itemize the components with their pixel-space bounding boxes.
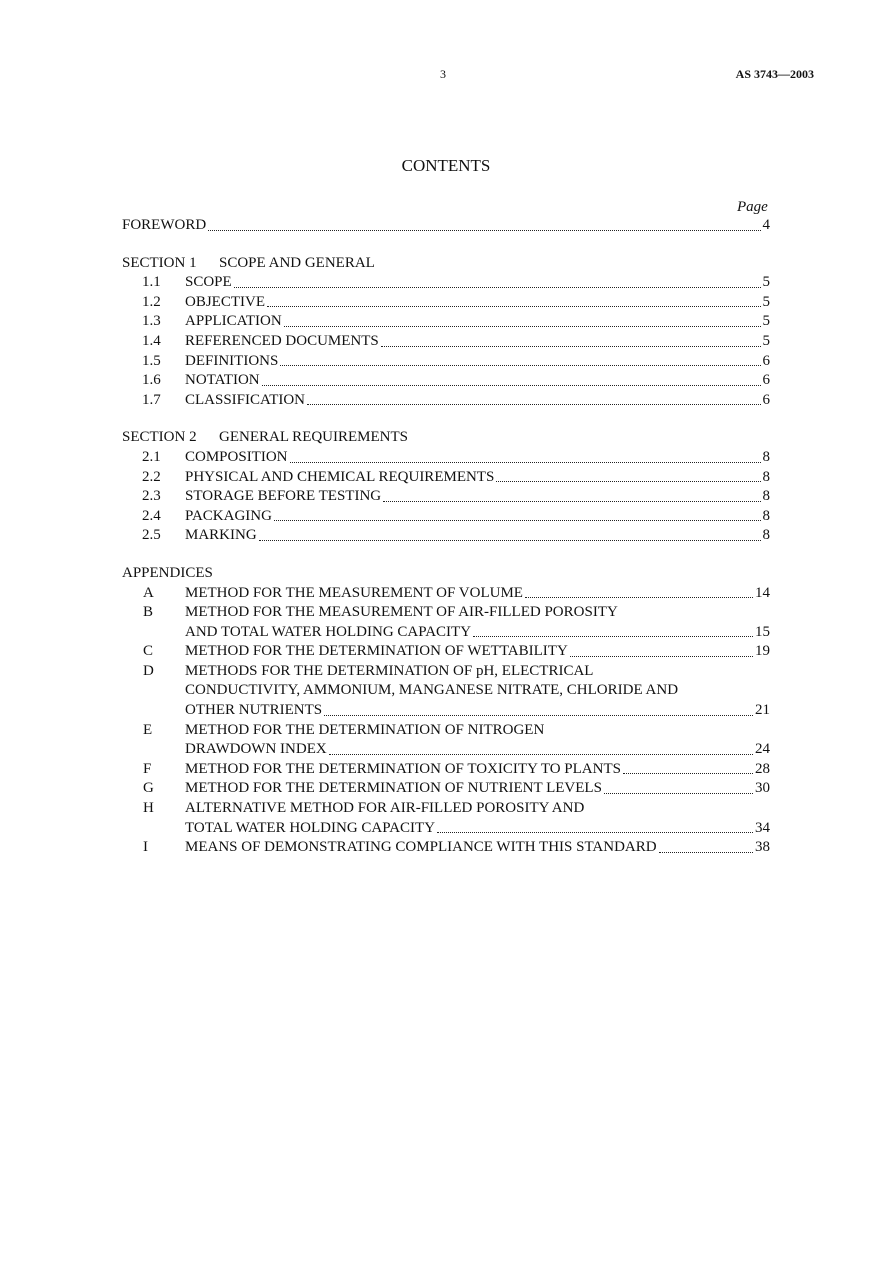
dot-leader xyxy=(473,636,753,637)
dot-leader xyxy=(570,656,753,657)
toc-entry-title: METHOD FOR THE MEASUREMENT OF VOLUME xyxy=(185,584,523,601)
toc-entry-number: 1.6 xyxy=(142,372,161,389)
toc-entry-title: STORAGE BEFORE TESTING xyxy=(185,488,382,505)
toc-entry-title: METHODS FOR THE DETERMINATION OF pH, ELECTRICAL xyxy=(185,662,594,679)
section-1-heading[interactable] xyxy=(122,254,770,274)
toc-entry-page: 8 xyxy=(762,507,770,524)
toc-entry-title: SCOPE xyxy=(185,274,232,291)
toc-entry-title: ALTERNATIVE METHOD FOR AIR-FILLED POROSITY AND xyxy=(185,800,585,817)
toc-entry[interactable] xyxy=(122,371,770,391)
dot-leader xyxy=(280,365,760,366)
toc-entry[interactable] xyxy=(122,332,770,352)
toc-entry-number: 1.7 xyxy=(142,391,161,408)
dot-leader xyxy=(329,754,753,755)
dot-leader xyxy=(307,404,760,405)
toc-entry-title: CONDUCTIVITY, AMMONIUM, MANGANESE NITRATE, CHLORIDE AND xyxy=(185,682,679,699)
toc-entry[interactable] xyxy=(122,838,770,858)
dot-leader xyxy=(262,385,761,386)
toc-entry-page: 30 xyxy=(755,780,770,797)
toc-entry-number: 1.5 xyxy=(142,352,161,369)
toc-entry-page: 15 xyxy=(755,623,770,640)
toc-entry-title: APPLICATION xyxy=(185,313,282,330)
toc-entry-title: METHOD FOR THE DETERMINATION OF WETTABILITY xyxy=(185,643,568,660)
section-2-entries xyxy=(122,448,770,546)
toc-entry[interactable] xyxy=(122,468,770,488)
toc-entry-title: AND TOTAL WATER HOLDING CAPACITY xyxy=(185,623,472,640)
toc-entry-title: METHOD FOR THE MEASUREMENT OF AIR-FILLED POROSITY xyxy=(185,604,618,621)
toc-entry-title: TOTAL WATER HOLDING CAPACITY xyxy=(185,819,436,836)
dot-leader xyxy=(623,773,753,774)
toc-entry[interactable] xyxy=(122,312,770,332)
toc-entry-title: OBJECTIVE xyxy=(185,293,265,310)
toc-entry-number: 1.2 xyxy=(142,293,161,310)
toc-entry-number: 2.4 xyxy=(142,507,161,524)
toc-entry-title: DEFINITIONS xyxy=(185,352,279,369)
toc-entry[interactable] xyxy=(122,507,770,527)
toc-entry-foreword[interactable] xyxy=(122,216,770,236)
toc-entry[interactable] xyxy=(122,642,770,662)
toc-entry-title: FOREWORD xyxy=(122,217,207,233)
toc-entry-page: 8 xyxy=(762,448,770,465)
toc-entry-number: 1.4 xyxy=(142,332,161,349)
toc-entry-page: 14 xyxy=(755,584,770,601)
toc-entry-title: COMPOSITION xyxy=(185,448,288,465)
toc-entry-title: OTHER NUTRIENTS xyxy=(185,702,323,719)
toc-entry-title: METHOD FOR THE DETERMINATION OF NITROGEN xyxy=(185,721,545,738)
toc-entry[interactable] xyxy=(122,701,770,721)
toc-entry[interactable] xyxy=(122,448,770,468)
dot-leader xyxy=(604,793,753,794)
document-id: AS 3743—2003 xyxy=(735,67,814,81)
toc-entry-page: 6 xyxy=(762,352,770,369)
toc-entry[interactable] xyxy=(122,799,770,819)
toc-entry[interactable] xyxy=(122,526,770,546)
toc-entry-title: MEANS OF DEMONSTRATING COMPLIANCE WITH THIS STANDARD xyxy=(185,839,657,856)
toc-entry[interactable] xyxy=(122,603,770,623)
dot-leader xyxy=(381,346,761,347)
toc-entry-number: E xyxy=(143,721,153,738)
dot-leader xyxy=(525,597,753,598)
toc-entry[interactable] xyxy=(122,760,770,780)
dot-leader xyxy=(437,832,753,833)
toc-entry-number: I xyxy=(143,839,148,856)
toc-entry-page: 24 xyxy=(755,741,770,758)
toc-entry-title: PHYSICAL AND CHEMICAL REQUIREMENTS xyxy=(185,468,495,485)
section-1-entries xyxy=(122,273,770,410)
toc-entry-number: C xyxy=(143,643,154,660)
toc-entry-page: 19 xyxy=(755,643,770,660)
toc-entry[interactable] xyxy=(122,740,770,760)
appendices-heading: APPENDICES xyxy=(122,564,213,581)
dot-leader xyxy=(383,501,760,502)
toc-entry-page: 8 xyxy=(762,527,770,544)
toc-entry-page: 5 xyxy=(762,332,770,349)
section-2-heading[interactable] xyxy=(122,428,770,448)
toc-entry-page: 6 xyxy=(762,391,770,408)
dot-leader xyxy=(259,540,761,541)
toc-entry[interactable] xyxy=(122,391,770,411)
dot-leader xyxy=(267,306,761,307)
toc-entry-title: REFERENCED DOCUMENTS xyxy=(185,332,379,349)
toc-entry[interactable] xyxy=(122,487,770,507)
toc-entry[interactable] xyxy=(122,623,770,643)
section-number: SECTION 1 xyxy=(122,254,197,271)
toc-entry-number: D xyxy=(143,662,154,679)
page-column-label: Page xyxy=(737,199,768,215)
toc-entry-number: 2.2 xyxy=(142,468,161,485)
dot-leader xyxy=(208,230,760,231)
toc-entry[interactable] xyxy=(122,293,770,313)
dot-leader xyxy=(274,520,761,521)
toc-entry-title: NOTATION xyxy=(185,372,260,389)
dot-leader xyxy=(324,715,753,716)
toc-entry-number: B xyxy=(143,604,154,621)
toc-entry-number: 1.1 xyxy=(142,274,161,291)
toc-entry[interactable] xyxy=(122,584,770,604)
toc-entry-page: 4 xyxy=(762,217,770,233)
toc-entry-number: 2.1 xyxy=(142,448,161,465)
section-title: GENERAL REQUIREMENTS xyxy=(219,429,409,446)
toc-entry-number: A xyxy=(143,584,154,601)
toc-entry-number: G xyxy=(143,780,154,797)
toc-entry[interactable] xyxy=(122,819,770,839)
toc-entry-title: DRAWDOWN INDEX xyxy=(185,741,327,758)
toc-entry-title: METHOD FOR THE DETERMINATION OF NUTRIENT LEVELS xyxy=(185,780,602,797)
section-title: SCOPE AND GENERAL xyxy=(219,254,375,271)
toc-entry-page: 8 xyxy=(762,468,770,485)
dot-leader xyxy=(234,287,761,288)
dot-leader xyxy=(659,852,753,853)
toc-entry[interactable] xyxy=(122,662,770,682)
toc-entry-number: 2.5 xyxy=(142,527,161,544)
toc-entry-number: F xyxy=(143,760,152,777)
toc-entry-page: 6 xyxy=(762,372,770,389)
toc-entry-title: CLASSIFICATION xyxy=(185,391,306,408)
toc-entry-page: 5 xyxy=(762,274,770,291)
toc-entry[interactable] xyxy=(122,352,770,372)
toc-entry[interactable] xyxy=(122,779,770,799)
toc-entry-title: MARKING xyxy=(185,527,257,544)
toc-entry-page: 38 xyxy=(755,839,770,856)
dot-leader xyxy=(284,326,761,327)
toc-entry-page: 28 xyxy=(755,760,770,777)
toc-entry-page: 21 xyxy=(755,702,770,719)
page-number: 3 xyxy=(440,67,446,81)
toc-entry[interactable] xyxy=(122,721,770,741)
toc-entry-title: PACKAGING xyxy=(185,507,272,524)
appendix-entries xyxy=(122,584,770,858)
toc-entry-number: 2.3 xyxy=(142,488,161,505)
table-of-contents xyxy=(122,216,770,858)
toc-entry-page: 34 xyxy=(755,819,770,836)
contents-title: CONTENTS xyxy=(401,156,491,175)
dot-leader xyxy=(290,462,761,463)
toc-entry-page: 8 xyxy=(762,488,770,505)
toc-entry[interactable] xyxy=(122,273,770,293)
toc-entry[interactable] xyxy=(122,681,770,701)
toc-entry-title: METHOD FOR THE DETERMINATION OF TOXICITY TO PLANTS xyxy=(185,760,621,777)
toc-entry-page: 5 xyxy=(762,313,770,330)
toc-entry-number: 1.3 xyxy=(142,313,161,330)
section-number: SECTION 2 xyxy=(122,429,197,446)
toc-entry-page: 5 xyxy=(762,293,770,310)
toc-entry-number: H xyxy=(143,800,154,817)
dot-leader xyxy=(496,481,760,482)
